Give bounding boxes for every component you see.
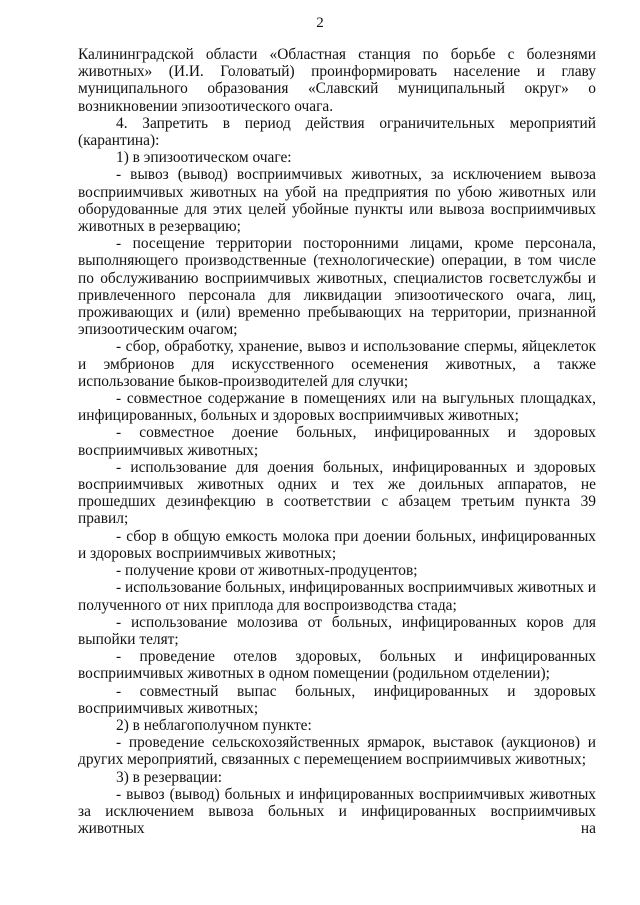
paragraph-bullet: - сбор, обработку, хранение, вывоз и использование спермы, яйцеклеток и эмбрионов для искусственного осеменения животных, а также использование быков-производителей для случки; [78,338,596,390]
paragraph-bullet: - использование для доения больных, инфицированных и здоровых восприимчивых животных одних и тех же доильных аппаратов, не прошедших дезинфекцию в соответствии с абзацем третьим пункта 39 правил; [78,458,596,528]
paragraph-bullet: - получение крови от животных-продуцентов; [116,562,418,580]
paragraph-bullet: - совместное содержание в помещениях или на выгульных площадках, инфицированных, больных и здоровых восприимчивых животных; [78,390,596,425]
paragraph-bullet: - вывоз (вывод) больных и инфицированных восприимчивых животных за исключением вывоза больных и инфицированных восприимчивых животных на [78,785,596,838]
paragraph-bullet: - проведение сельскохозяйственных ярмарок, выставок (аукционов) и других мероприятий, связанных с перемещением восприимчивых животных; [78,734,596,769]
paragraph-bullet: - проведение отелов здоровых, больных и инфицированных восприимчивых животных в одном помещении (родильном отделении); [78,648,596,683]
paragraph-bullet: - совместный выпас больных, инфицированных и здоровых восприимчивых животных; [78,682,596,717]
page-number: 2 [316,15,324,31]
paragraph-subitem-3: 3) в резервации: [116,768,222,786]
paragraph-continuation: Калининградской области «Областная станция по борьбе с болезнями животных» (И.И. Головатый) проинформировать население и главу муниципального образования «Славский муниципальный округ» о возникновении эпизоотического очага. [78,46,596,115]
paragraph-bullet: - посещение территории посторонними лицами, кроме персонала, выполняющего производственные (технологические) операции, в том числе по обслуживанию восприимчивых животных, специалистов госветслужбы и привлеченного персонала для ликвидации эпизоотического очага, лиц, проживающих и (или) временно пребывающих на территории, признанной эпизоотическим очагом; [78,235,596,339]
paragraph-bullet: - вывоз (вывод) восприимчивых животных, за исключением вывоза восприимчивых животных на убой на предприятия по убою животных или оборудованные для этих целей убойные пункты или вывоза восприимчивых животных в резервацию; [78,166,596,236]
paragraph-bullet: - совместное доение больных, инфицированных и здоровых восприимчивых животных; [78,424,596,459]
paragraph-bullet: - использование молозива от больных, инфицированных коров для выпойки телят; [78,613,596,648]
paragraph-subitem-1: 1) в эпизоотическом очаге: [116,149,292,167]
paragraph-bullet: - сбор в общую емкость молока при доении больных, инфицированных и здоровых восприимчивых животных; [78,527,596,562]
document-body [78,46,596,837]
paragraph-bullet: - использование больных, инфицированных восприимчивых животных и полученного от них приплода для воспроизводства стада; [78,579,596,614]
paragraph-item-4: 4. Запретить в период действия ограничительных мероприятий (карантина): [78,114,596,150]
paragraph-subitem-2: 2) в неблагополучном пункте: [116,716,312,734]
